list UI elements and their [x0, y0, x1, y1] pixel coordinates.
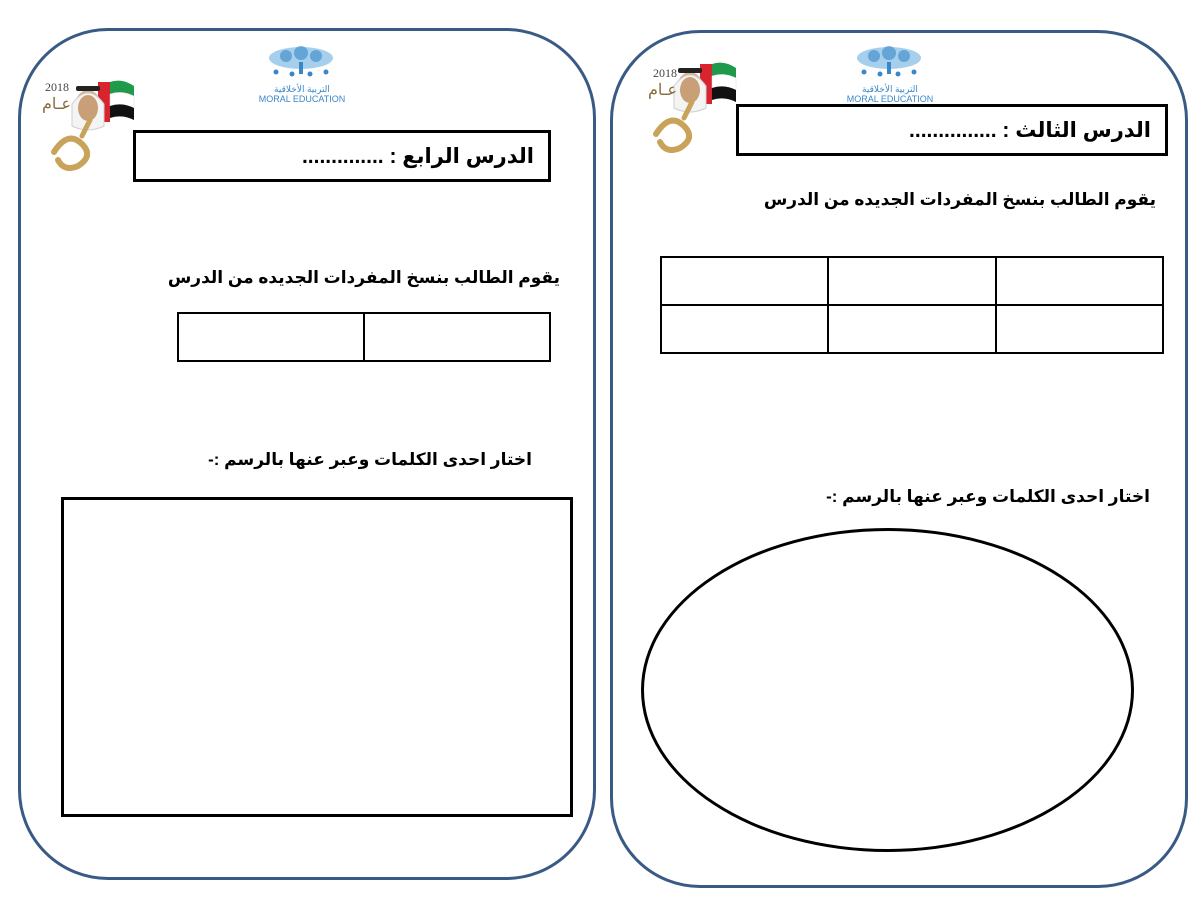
lesson-title: الدرس الثالث : ............... [909, 118, 1151, 142]
vocab-cell[interactable] [996, 305, 1163, 353]
draw-instruction: اختار احدى الكلمات وعبر عنها بالرسم :- [208, 450, 532, 469]
vocab-cell[interactable] [828, 305, 995, 353]
vocab-grid [177, 312, 551, 362]
emblem-word: عـام [648, 80, 678, 99]
emblem-year: 2018 [653, 66, 677, 80]
logo-english: MORAL EDUCATION [846, 94, 934, 104]
table-row [661, 305, 1163, 353]
logo-arabic: التربية الأخلاقية [862, 84, 918, 94]
emblem-year: 2018 [45, 80, 69, 94]
logo-arabic: التربية الأخلاقية [274, 84, 330, 94]
table-row [661, 257, 1163, 305]
copy-vocab-instruction: يقوم الطالب بنسخ المفردات الجديده من الدرس [167, 268, 560, 287]
table-row [178, 313, 550, 361]
copy-vocab-instruction: يقوم الطالب بنسخ المفردات الجديده من الدرس [763, 190, 1156, 209]
lesson-title-box [133, 130, 551, 182]
lesson-title: الدرس الرابع : .............. [301, 144, 534, 168]
drawing-area[interactable] [641, 528, 1134, 852]
vocab-cell[interactable] [828, 257, 995, 305]
vocab-cell[interactable] [178, 313, 364, 361]
vocab-cell[interactable] [996, 257, 1163, 305]
vocab-cell[interactable] [661, 305, 828, 353]
vocab-cell[interactable] [364, 313, 550, 361]
vocab-grid [660, 256, 1164, 354]
draw-instruction: اختار احدى الكلمات وعبر عنها بالرسم :- [826, 487, 1150, 506]
logo-english: MORAL EDUCATION [258, 94, 346, 104]
lesson-title-box [736, 104, 1168, 156]
vocab-cell[interactable] [661, 257, 828, 305]
emblem-word: عـام [42, 94, 72, 113]
drawing-area[interactable] [61, 497, 573, 817]
